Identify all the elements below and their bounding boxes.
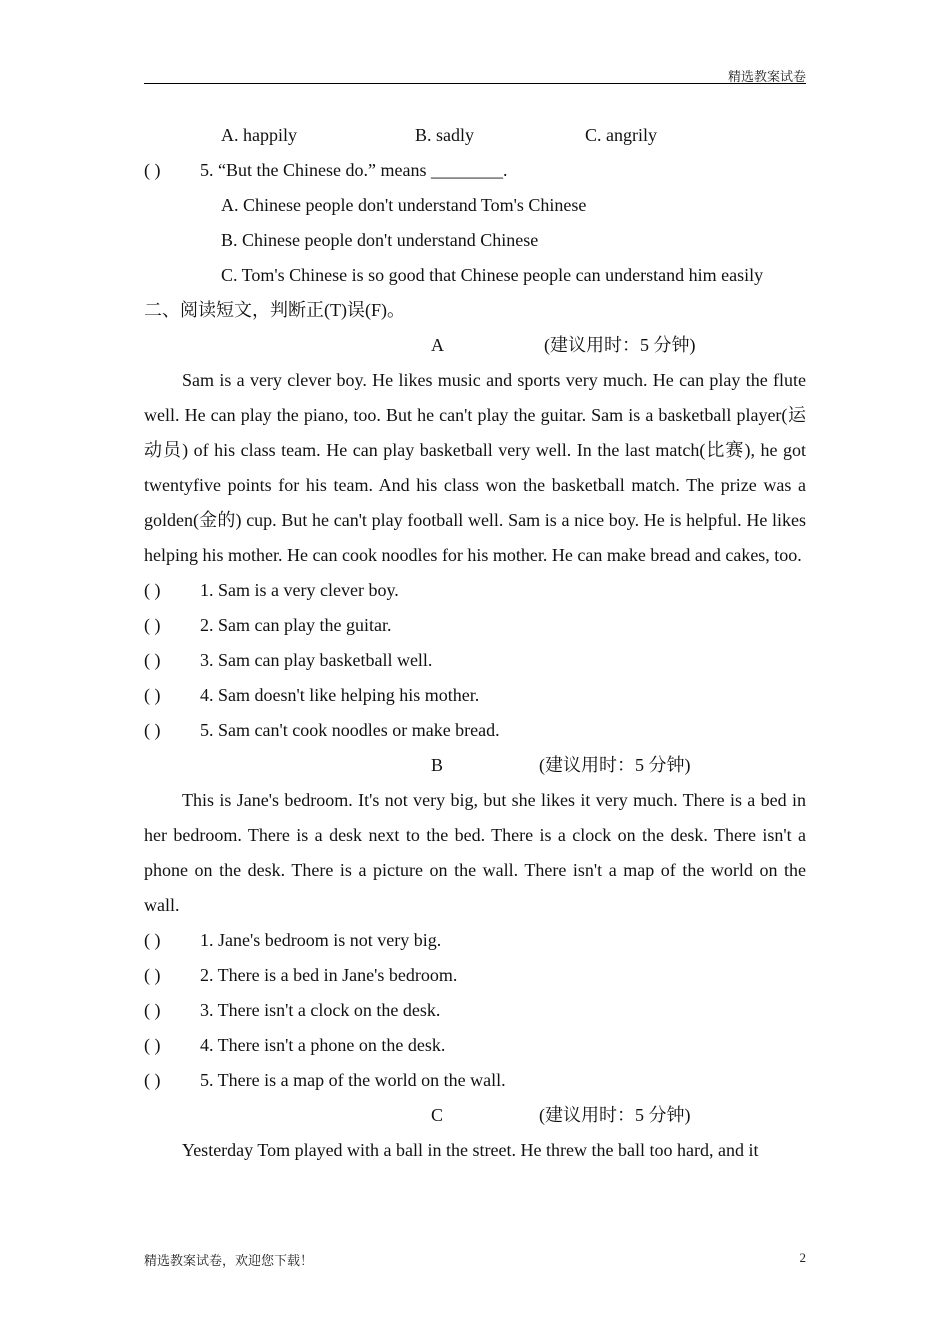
question-row [144, 573, 806, 608]
question-text: 4. There isn't a phone on the desk. [200, 1035, 446, 1055]
q5-option-b: B. Chinese people don't understand Chinese [221, 230, 539, 250]
header-rule [144, 83, 806, 84]
question-text: 1. Jane's bedroom is not very big. [200, 930, 442, 950]
question-row [144, 1063, 806, 1098]
question-row [144, 958, 806, 993]
answer-paren: ( ) [144, 1000, 161, 1020]
answer-paren: ( ) [144, 965, 161, 985]
question-row [144, 923, 806, 958]
question-5 [144, 153, 806, 188]
part2-heading: 二、阅读短文，判断正(T)误(F)。 [144, 300, 405, 320]
option-b: B. sadly [415, 125, 475, 145]
question-text: 1. Sam is a very clever boy. [200, 580, 399, 600]
section-c-heading [144, 1098, 806, 1133]
q5-option-a: A. Chinese people don't understand Tom's Chinese [221, 195, 587, 215]
section-letter: B [431, 755, 444, 775]
answer-paren: ( ) [144, 1035, 161, 1055]
question-row [144, 1028, 806, 1063]
answer-paren: ( ) [144, 930, 161, 950]
section-letter: C [431, 1105, 444, 1125]
page-content [144, 118, 806, 1168]
passage-b: This is Jane's bedroom. It's not very big, but she likes it very much. There is a bed in her bedroom. There is a desk next to the bed. There is a clock on the desk. There isn't a phone on the desk. There is a picture on the wall. There isn't a map of the world on the wall. [144, 790, 806, 915]
question-row [144, 678, 806, 713]
answer-paren: ( ) [144, 1070, 161, 1090]
section-b-heading [144, 748, 806, 783]
question-row [144, 993, 806, 1028]
prev-options [144, 118, 806, 153]
answer-paren: ( ) [144, 650, 161, 670]
question-row [144, 608, 806, 643]
question-text: 5. There is a map of the world on the wall. [200, 1070, 506, 1090]
answer-paren: ( ) [144, 580, 161, 600]
section-a-heading [144, 328, 806, 363]
question-text: 3. Sam can play basketball well. [200, 650, 433, 670]
section-time: (建议用时：5 分钟) [539, 755, 691, 775]
answer-paren: ( ) [144, 685, 161, 705]
section-time: (建议用时：5 分钟) [539, 1105, 691, 1125]
option-c: C. angrily [585, 125, 657, 145]
question-row [144, 713, 806, 748]
header-title: 精选教案试卷 [727, 69, 806, 84]
page-number: 2 [799, 1250, 806, 1265]
section-time: (建议用时：5 分钟) [544, 335, 696, 355]
question-stem: 5. “But the Chinese do.” means ________. [200, 160, 508, 180]
answer-paren: ( ) [144, 720, 161, 740]
q5-option-c: C. Tom's Chinese is so good that Chinese people can understand him easily [221, 265, 764, 285]
answer-paren: ( ) [144, 615, 161, 635]
question-text: 2. There is a bed in Jane's bedroom. [200, 965, 458, 985]
question-text: 3. There isn't a clock on the desk. [200, 1000, 441, 1020]
section-letter: A [431, 335, 444, 355]
question-row [144, 643, 806, 678]
passage-c: Yesterday Tom played with a ball in the street. He threw the ball too hard, and it [182, 1140, 759, 1160]
option-a: A. happily [221, 125, 297, 145]
question-text: 2. Sam can play the guitar. [200, 615, 392, 635]
answer-paren: ( ) [144, 160, 161, 180]
passage-a: Sam is a very clever boy. He likes music and sports very much. He can play the flute well. He can play the piano, too. But he can't play the guitar. Sam is a basketball player(运动员) of his class team. He can play basketball very well. In the last match(比赛), he got twentyfive points for his team. And his class won the basketball match. The prize was a golden(金的) cup. But he can't play football well. Sam is a nice boy. He is helpful. He likes helping his mother. He can cook noodles for his mother. He can make bread and cakes, too. [144, 370, 806, 565]
question-text: 4. Sam doesn't like helping his mother. [200, 685, 480, 705]
question-text: 5. Sam can't cook noodles or make bread. [200, 720, 500, 740]
footer-text: 精选教案试卷，欢迎您下载！ [144, 1253, 314, 1268]
